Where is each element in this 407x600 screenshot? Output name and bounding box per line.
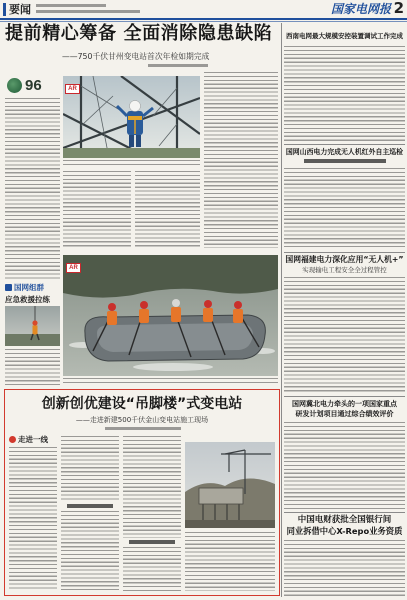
lead-byline <box>148 64 208 67</box>
pen-icon <box>9 436 16 443</box>
lead-body-text <box>63 171 131 248</box>
service-logo <box>7 76 57 95</box>
feature-body-text <box>123 436 181 538</box>
feature-column-label-text: 走进一线 <box>18 435 48 444</box>
feature-subtitle: ——走进新建500千伏金山变电站施工现场 <box>75 416 209 424</box>
logo-text: 96 <box>25 77 42 94</box>
rescue-drill-photo <box>5 306 60 346</box>
logo-emblem-icon <box>7 78 22 93</box>
feature-body-text <box>185 532 275 591</box>
section-label: 要闻 <box>3 3 31 16</box>
lead-body-text <box>135 171 200 248</box>
sidebar-headline-4-line-2: 研发计划项目通过综合绩效评价 <box>295 410 394 418</box>
column-icon <box>5 284 12 291</box>
feature-headline: 创新创优建设“吊脚楼”式变电站 <box>41 396 243 412</box>
column-label-text: 国网组群 <box>14 283 44 292</box>
rescue-drill-illustration <box>5 306 60 346</box>
lead-body-text <box>204 72 278 248</box>
lead-subtitle: ——750千伏甘州变电站首次年检如期完成 <box>62 52 210 61</box>
issue-date-line <box>36 4 106 7</box>
sidebar-divider <box>284 144 405 145</box>
feature-subhead <box>67 504 113 508</box>
feature-body-text <box>61 436 119 502</box>
construction-illustration <box>185 442 275 528</box>
feature-body-text <box>61 511 119 591</box>
lead-photo-caption <box>63 160 200 168</box>
sidebar-body-text <box>284 46 405 142</box>
sidebar-body-text <box>284 168 405 250</box>
sidebar-headline-2: 国网山西电力完成无人机红外自主巡检 <box>285 148 404 156</box>
sidebar-headline-5-line-1: 中国电财获批全国银行间 <box>297 515 392 525</box>
header-rule <box>0 18 407 20</box>
feature-byline <box>105 427 181 430</box>
rafting-drill-photo <box>63 255 278 376</box>
sidebar-headline-4-line-1: 国网冀北电力牵头的一项国家重点 <box>292 400 397 408</box>
sidebar-body-text <box>284 540 405 597</box>
sidebar-body-text <box>284 422 405 510</box>
rafting-illustration <box>63 255 278 376</box>
feature-body-text <box>9 447 57 591</box>
lead-photo-worker-on-tower <box>63 76 200 158</box>
sidebar-subheadline-3: 实现输电工程安全全过程管控 <box>302 266 387 274</box>
sidebar-subheadline-2 <box>304 159 386 163</box>
left-body-text <box>5 349 60 385</box>
header-rule-thin <box>0 21 407 22</box>
feature-body-text <box>123 547 181 591</box>
sidebar-divider <box>284 252 405 253</box>
column-divider <box>281 23 282 597</box>
photo-news-title: 应急救援拉练 <box>5 295 50 304</box>
page-number: 2 <box>393 0 404 17</box>
sidebar-divider <box>284 396 405 397</box>
ar-badge: AR <box>66 263 81 273</box>
sidebar-divider <box>284 512 405 513</box>
substation-construction-photo <box>185 442 275 528</box>
ar-badge: AR <box>65 84 80 94</box>
feature-story-box <box>4 389 280 596</box>
sidebar-headline-5-line-2: 同业拆借中心X-Repo业务资质 <box>286 526 403 536</box>
feature-subhead <box>129 540 175 544</box>
lead-photo-illustration <box>63 76 200 158</box>
masthead-logo: 国家电网报 <box>330 2 391 16</box>
ground <box>185 520 275 528</box>
rafting-photo-caption <box>63 378 278 386</box>
photo-news-column-label <box>5 283 44 293</box>
lead-headline: 提前精心筹备 全面消除隐患缺陷 <box>5 23 273 44</box>
sidebar-body-text <box>284 277 405 394</box>
feature-column-label <box>9 435 48 445</box>
ground <box>63 148 200 158</box>
editor-credit-line <box>36 10 140 13</box>
left-body-text <box>5 98 60 280</box>
sidebar-headline-3: 国网福建电力深化应用“无人机+” <box>285 255 404 264</box>
sidebar-headline-1: 西南电网最大规模安控装置调试工作完成 <box>286 32 403 40</box>
